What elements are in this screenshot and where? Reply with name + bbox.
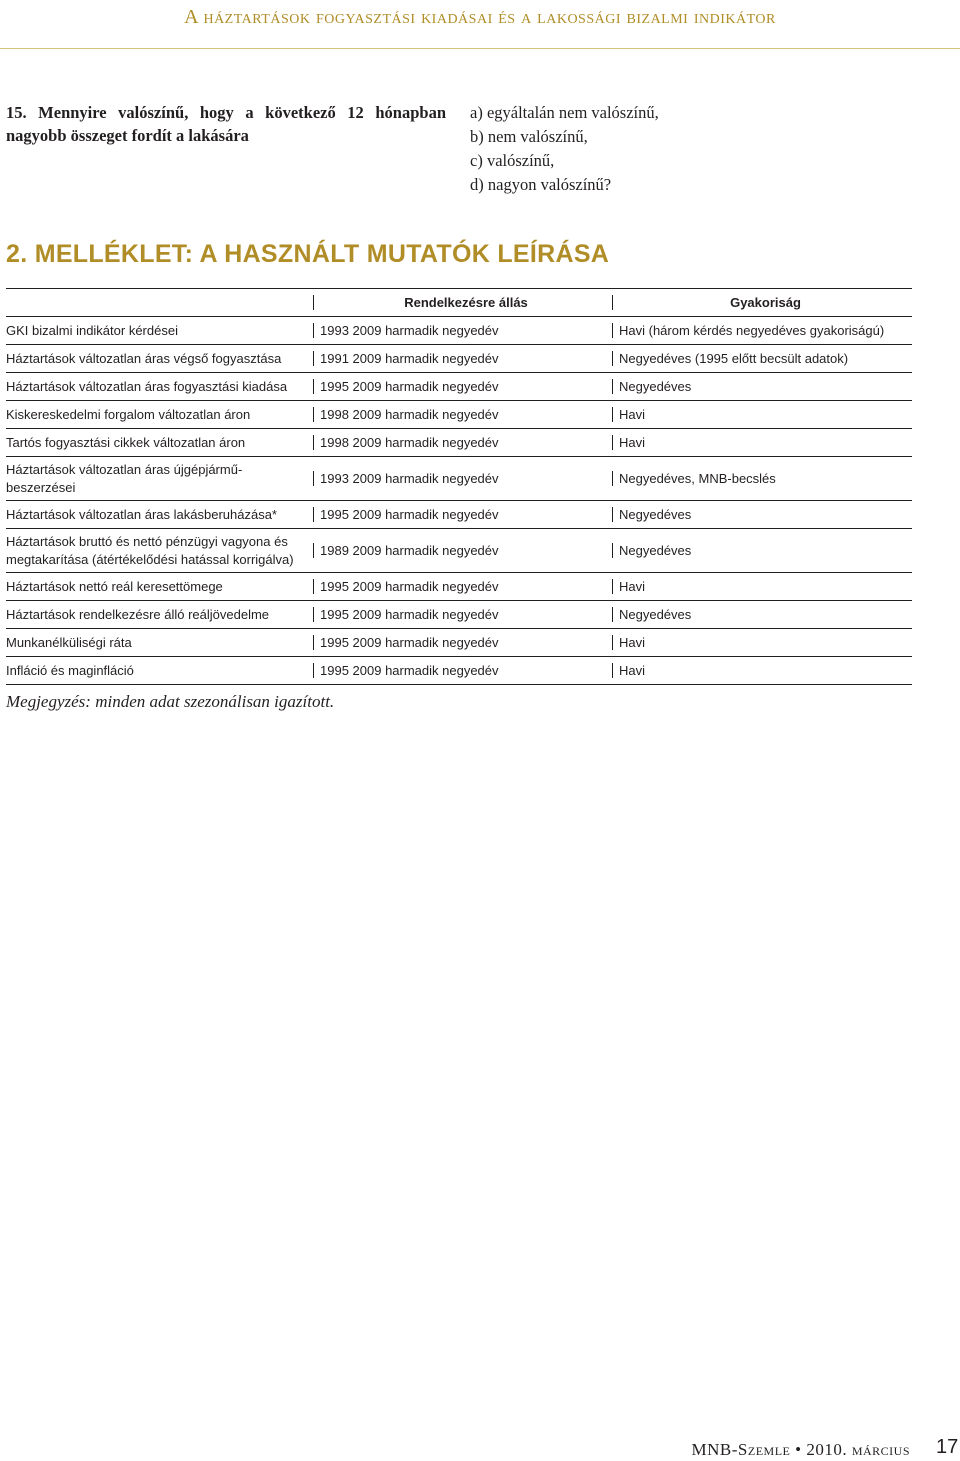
section-title: 2. MELLÉKLET: A HASZNÁLT MUTATÓK LEÍRÁSA xyxy=(6,240,610,268)
frequency: Havi xyxy=(612,635,912,650)
answer-option-c: c) valószínű, xyxy=(470,151,555,170)
table-row xyxy=(6,573,912,601)
table-row xyxy=(6,429,912,457)
table-row xyxy=(6,629,912,657)
availability: 1993 2009 harmadik negyedév xyxy=(313,323,612,338)
availability: 1993 2009 harmadik negyedév xyxy=(313,471,612,486)
running-head: A háztartások fogyasztási kiadásai és a lakossági bizalmi indikátor xyxy=(184,6,776,28)
answer-option-b: b) nem valószínű, xyxy=(470,127,588,146)
frequency: Negyedéves xyxy=(612,543,912,558)
indicator-name: Háztartások változatlan áras fogyasztási kiadása xyxy=(6,378,288,394)
indicator-name: GKI bizalmi indikátor kérdései xyxy=(6,322,178,338)
availability: 1998 2009 harmadik negyedév xyxy=(313,435,612,450)
frequency: Havi xyxy=(612,407,912,422)
frequency: Havi xyxy=(612,435,912,450)
frequency: Negyedéves xyxy=(612,379,912,394)
table-row xyxy=(6,501,912,529)
table-row xyxy=(6,457,912,501)
frequency: Havi (három kérdés negyedéves gyakoriságú) xyxy=(612,323,912,338)
availability: 1991 2009 harmadik negyedév xyxy=(313,351,612,366)
table-row xyxy=(6,317,912,345)
header-divider xyxy=(0,48,960,49)
frequency: Negyedéves xyxy=(612,507,912,522)
indicator-table xyxy=(6,288,912,685)
indicator-name: Háztartások változatlan áras végső fogyasztása xyxy=(6,350,282,366)
answer-option-d: d) nagyon valószínű? xyxy=(470,175,612,194)
frequency: Havi xyxy=(612,579,912,594)
availability: 1995 2009 harmadik negyedév xyxy=(313,607,612,622)
table-row xyxy=(6,373,912,401)
frequency: Negyedéves xyxy=(612,607,912,622)
question-text: 15. Mennyire valószínű, hogy a következő 12 hónapban nagyobb összeget fordít a lakására xyxy=(6,103,446,145)
indicator-name: Háztartások rendelkezésre álló reáljövedelme xyxy=(6,606,270,622)
availability: 1998 2009 harmadik negyedév xyxy=(313,407,612,422)
table-row xyxy=(6,345,912,373)
availability: 1995 2009 harmadik negyedév xyxy=(313,663,612,678)
indicator-name: Tartós fogyasztási cikkek változatlan áron xyxy=(6,434,246,450)
answer-option-a: a) egyáltalán nem valószínű, xyxy=(470,103,659,122)
availability: 1989 2009 harmadik negyedév xyxy=(313,543,612,558)
availability: 1995 2009 harmadik negyedév xyxy=(313,579,612,594)
availability: 1995 2009 harmadik negyedév xyxy=(313,635,612,650)
indicator-name: Munkanélküliségi ráta xyxy=(6,634,132,650)
indicator-name: Infláció és maginfláció xyxy=(6,662,134,678)
table-header-row xyxy=(6,288,912,317)
footer-journal: MNB-Szemle • 2010. március xyxy=(691,1440,910,1459)
indicator-name: Háztartások változatlan áras lakásberuházása* xyxy=(6,506,277,522)
frequency: Negyedéves (1995 előtt becsült adatok) xyxy=(612,351,912,366)
table-row xyxy=(6,529,912,573)
frequency: Negyedéves, MNB-becslés xyxy=(612,471,912,486)
page-number: 17 xyxy=(936,1436,959,1458)
table-row xyxy=(6,601,912,629)
table-header-availability: Rendelkezésre állás xyxy=(313,295,612,310)
table-row xyxy=(6,401,912,429)
table-note: Megjegyzés: minden adat szezonálisan igazított. xyxy=(6,692,335,711)
answer-options xyxy=(470,101,659,197)
table-row xyxy=(6,657,912,685)
indicator-name: Háztartások nettó reál keresettömege xyxy=(6,578,223,594)
table-header-frequency: Gyakoriság xyxy=(612,295,912,310)
availability: 1995 2009 harmadik negyedév xyxy=(313,379,612,394)
indicator-name: Háztartások bruttó és nettó pénzügyi vagyona és megtakarítása (átértékelődési hatással korrigálva) xyxy=(6,533,294,567)
indicator-name: Háztartások változatlan áras újgépjármű-beszerzései xyxy=(6,461,243,495)
indicator-name: Kiskereskedelmi forgalom változatlan áron xyxy=(6,406,251,422)
frequency: Havi xyxy=(612,663,912,678)
availability: 1995 2009 harmadik negyedév xyxy=(313,507,612,522)
